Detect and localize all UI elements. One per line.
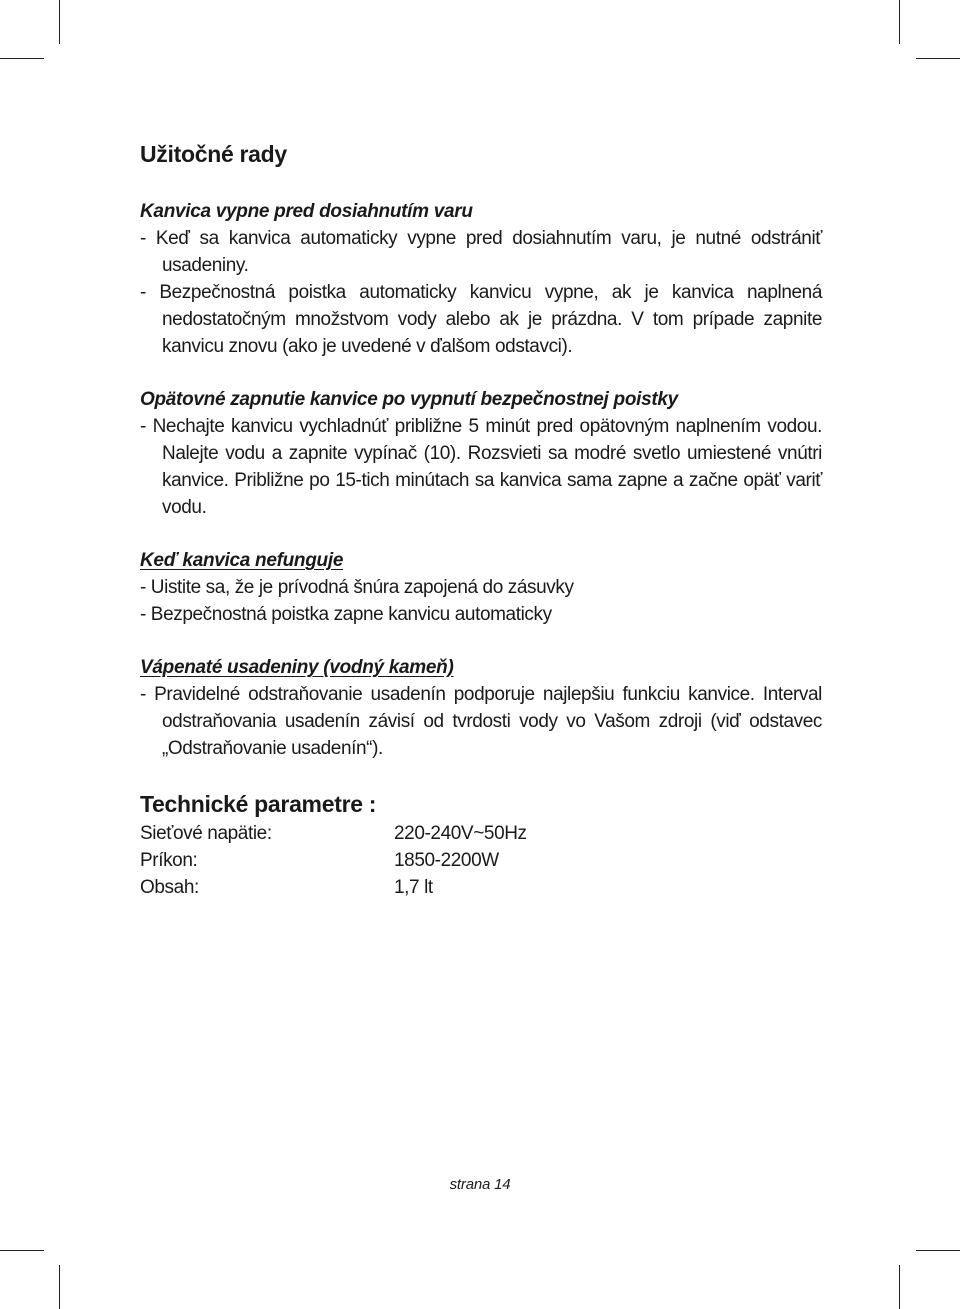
spec-label: Príkon: [140,850,198,871]
crop-mark [899,1265,900,1309]
crop-mark [59,0,60,44]
section-title: Vápenaté usadeniny (vodný kameň) [140,657,454,678]
section-restart [140,386,822,521]
spec-value: 1,7 lt [394,877,433,898]
section-limescale [140,654,822,762]
list-item: - Bezpečnostná poistka zapne kanvicu automaticky [140,604,552,625]
crop-mark [0,58,44,59]
list-item: - Uistite sa, že je prívodná šnúra zapojená do zásuvky [140,577,574,598]
tech-title: Technické parametre : [140,791,377,817]
spec-label: Obsah: [140,877,199,898]
spec-row [140,874,822,901]
crop-mark [59,1265,60,1309]
list-item: - Pravidelné odstraňovanie usadenín podporuje najlepšiu funkciu kanvice. Interval odstraňovania usadenín závisí od tvrdosti vody vo Vašom zdroji (viď odstavec „Odstraňovanie usadenín“). [140,684,822,759]
spec-row [140,820,822,847]
section-title: Opätovné zapnutie kanvice po vypnutí bezpečnostnej poistky [140,389,678,410]
list-item: - Keď sa kanvica automaticky vypne pred dosiahnutím varu, je nutné odstrániť usadeniny. [140,228,822,276]
spec-value: 1850-2200W [394,850,499,871]
spec-value: 220-240V~50Hz [394,823,527,844]
list-item: - Bezpečnostná poistka automaticky kanvicu vypne, ak je kanvica naplnená nedostatočným množstvom vody alebo ak je prázdna. V tom prípade zapnite kanvicu znovu (ako je uvedené v ďalšom odstavci). [140,282,822,357]
spec-row [140,847,822,874]
crop-mark [899,0,900,44]
crop-mark [0,1250,44,1251]
crop-mark [916,1250,960,1251]
section-title: Keď kanvica nefunguje [140,550,344,571]
page-number: strana 14 [449,1176,511,1193]
section-not-working [140,547,822,628]
page-content [140,138,822,901]
technical-parameters [140,788,822,901]
section-title: Kanvica vypne pred dosiahnutím varu [140,201,473,222]
spec-label: Sieťové napätie: [140,823,272,844]
list-item: - Nechajte kanvicu vychladnúť približne 5 minút pred opätovným naplnením vodou. Nalejte vodu a zapnite vypínač (10). Rozsvieti sa modré svetlo umiestené vnútri kanvice. Približne po 15-tich minútach sa kanvica sama zapne a začne opäť variť vodu. [140,416,822,518]
section-auto-off [140,198,822,360]
crop-mark [916,58,960,59]
page-title: Užitočné rady [140,141,287,167]
